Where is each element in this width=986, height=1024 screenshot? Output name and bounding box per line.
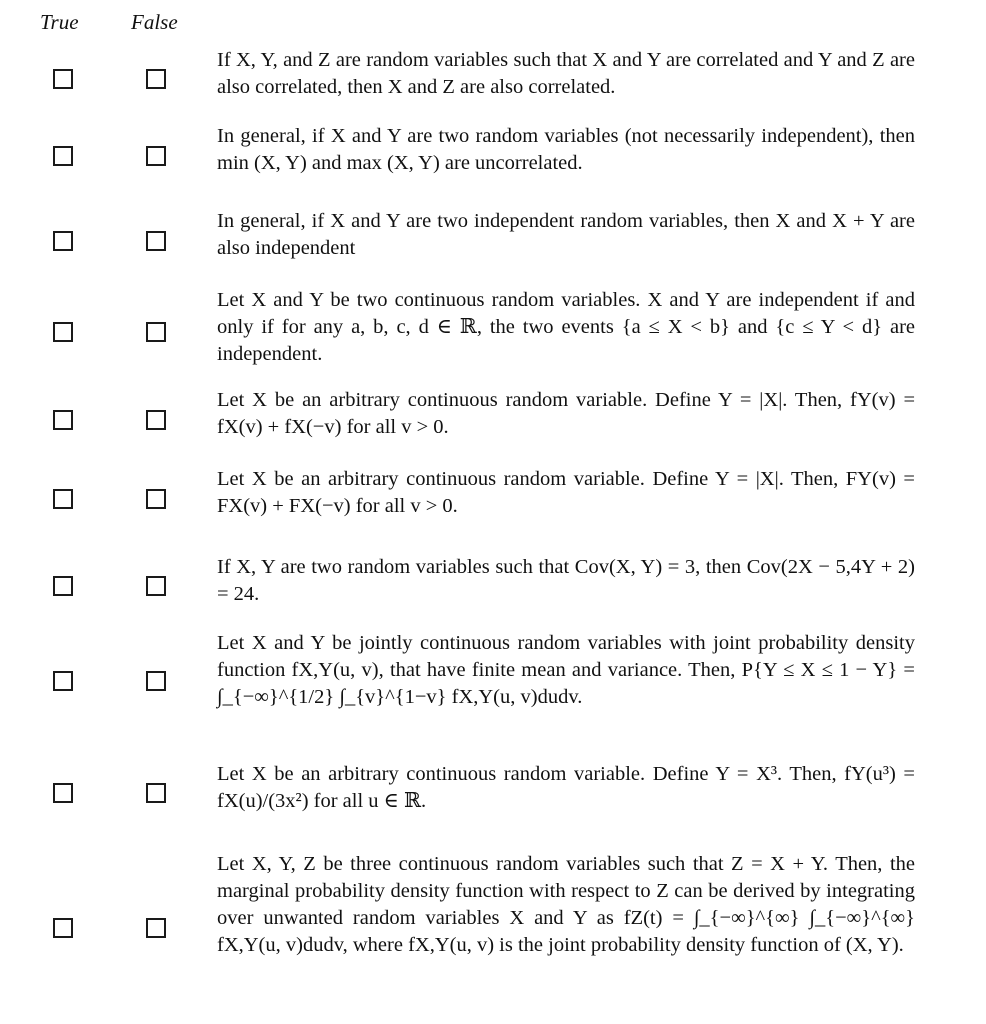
true-checkbox-3[interactable] — [53, 231, 73, 251]
true-checkbox-4[interactable] — [53, 322, 73, 342]
true-checkbox-6[interactable] — [53, 489, 73, 509]
statement-3: In general, if X and Y are two independent random variables, then X and X + Y are also independent — [217, 210, 915, 259]
statement-10: Let X, Y, Z be three continuous random variables such that Z = X + Y. Then, the marginal probability density function with respect to Z can be derived by integrating over unwanted random variables X and Y as fZ(t) = ∫_{−∞}^{∞} ∫_{−∞}^{∞} fX,Y(u, v)dudv, where fX,Y(u, v) is the joint probability density function of (X, Y). — [217, 853, 915, 956]
false-checkbox-4[interactable] — [146, 322, 166, 342]
statement-8: Let X and Y be jointly continuous random variables with joint probability density function fX,Y(u, v), that have finite mean and variance. Then, P{Y ≤ X ≤ 1 − Y} = ∫_{−∞}^{1/2} ∫_{v}^{1−v} fX,Y(u, v)dudv. — [217, 632, 915, 708]
statement-6: Let X be an arbitrary continuous random variable. Define Y = |X|. Then, FY(v) = FX(v) + FX(−v) for all v > 0. — [217, 468, 915, 517]
true-checkbox-9[interactable] — [53, 783, 73, 803]
true-checkbox-2[interactable] — [53, 146, 73, 166]
false-column-header: False — [131, 10, 178, 34]
false-checkbox-3[interactable] — [146, 231, 166, 251]
true-checkbox-1[interactable] — [53, 69, 73, 89]
false-checkbox-5[interactable] — [146, 410, 166, 430]
true-checkbox-10[interactable] — [53, 918, 73, 938]
false-checkbox-6[interactable] — [146, 489, 166, 509]
false-checkbox-10[interactable] — [146, 918, 166, 938]
false-checkbox-8[interactable] — [146, 671, 166, 691]
true-checkbox-7[interactable] — [53, 576, 73, 596]
true-checkbox-5[interactable] — [53, 410, 73, 430]
statement-7: If X, Y are two random variables such that Cov(X, Y) = 3, then Cov(2X − 5,4Y + 2) = 24. — [217, 556, 915, 605]
false-checkbox-1[interactable] — [146, 69, 166, 89]
statement-1: If X, Y, and Z are random variables such that X and Y are correlated and Y and Z are also correlated, then X and Z are also correlated. — [217, 49, 915, 98]
statement-2: In general, if X and Y are two random variables (not necessarily independent), then min (X, Y) and max (X, Y) are uncorrelated. — [217, 125, 915, 174]
false-checkbox-7[interactable] — [146, 576, 166, 596]
statement-5: Let X be an arbitrary continuous random variable. Define Y = |X|. Then, fY(v) = fX(v) + fX(−v) for all v > 0. — [217, 389, 915, 438]
statement-9: Let X be an arbitrary continuous random variable. Define Y = X³. Then, fY(u³) = fX(u)/(3x²) for all u ∈ ℝ. — [217, 763, 915, 812]
true-checkbox-8[interactable] — [53, 671, 73, 691]
false-checkbox-9[interactable] — [146, 783, 166, 803]
statement-4: Let X and Y be two continuous random variables. X and Y are independent if and only if for any a, b, c, d ∈ ℝ, the two events {a ≤ X < b} and {c ≤ Y < d} are independent. — [217, 289, 915, 365]
false-checkbox-2[interactable] — [146, 146, 166, 166]
true-column-header: True — [40, 10, 79, 34]
